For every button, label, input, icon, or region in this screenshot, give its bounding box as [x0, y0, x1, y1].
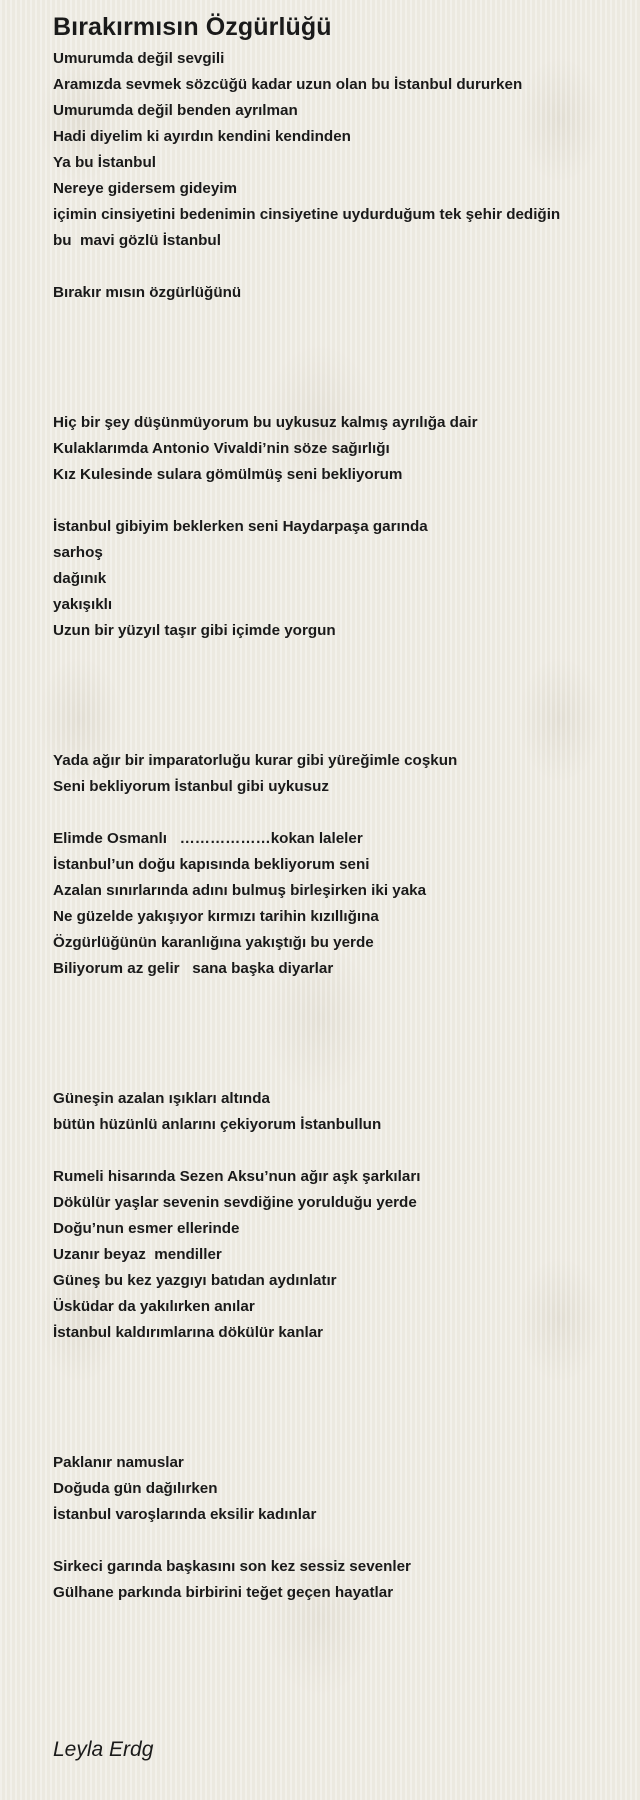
poem-title: Bırakırmısın Özgürlüğü	[53, 13, 332, 41]
poem-line: Özgürlüğünün karanlığına yakıştığı bu yerde	[53, 934, 374, 951]
poem-line: Aramızda sevmek sözcüğü kadar uzun olan bu İstanbul dururken	[53, 76, 523, 93]
poem-line: sarhoş	[53, 544, 103, 561]
poem-line: Ya bu İstanbul	[53, 154, 156, 171]
stanza-10	[53, 1554, 623, 1606]
poem-line: İstanbul gibiyim beklerken seni Haydarpaşa garında	[53, 518, 428, 535]
poem-line: Doğu’nun esmer ellerinde	[53, 1220, 240, 1237]
stanza-gap	[53, 1528, 623, 1554]
poem-author: Leyla Erdg	[53, 1738, 154, 1761]
poem-line: bu mavi gözlü İstanbul	[53, 232, 221, 249]
poem-line: Umurumda değil sevgili	[53, 50, 225, 67]
section-gap	[53, 1346, 623, 1450]
poem-line: Kız Kulesinde sulara gömülmüş seni bekliyorum	[53, 466, 403, 483]
section-gap	[53, 982, 623, 1086]
poem-line: Güneş bu kez yazgıyı batıdan aydınlatır	[53, 1272, 337, 1289]
poem-container	[53, 12, 623, 1606]
stanza-4	[53, 514, 623, 644]
poem-line: dağınık	[53, 570, 107, 587]
poem-line: Paklanır namuslar	[53, 1454, 184, 1471]
stanza-6	[53, 826, 623, 982]
section-gap	[53, 306, 623, 410]
stanza-gap	[53, 800, 623, 826]
poem-line: bütün hüzünlü anlarını çekiyorum İstanbullun	[53, 1116, 382, 1133]
poem-line: Uzanır beyaz mendiller	[53, 1246, 222, 1263]
poem-line: Rumeli hisarında Sezen Aksu’nun ağır aşk şarkıları	[53, 1168, 421, 1185]
poem-line: içimin cinsiyetini bedenimin cinsiyetine uydurduğum tek şehir dediğin	[53, 206, 561, 223]
stanza-7	[53, 1086, 623, 1138]
poem-line: Güneşin azalan ışıkları altında	[53, 1090, 270, 1107]
stanza-gap	[53, 254, 623, 280]
poem-line: Biliyorum az gelir sana başka diyarlar	[53, 960, 334, 977]
stanza-gap	[53, 488, 623, 514]
poem-line: Yada ağır bir imparatorluğu kurar gibi yüreğimle coşkun	[53, 752, 458, 769]
poem-line: İstanbul’un doğu kapısında bekliyorum seni	[53, 856, 370, 873]
poem-line: Ne güzelde yakışıyor kırmızı tarihin kızıllığına	[53, 908, 379, 925]
poem-line: Nereye gidersem gideyim	[53, 180, 238, 197]
poem-line: Elimde Osmanlı ………………kokan laleler	[53, 830, 363, 847]
poem-line: Sirkeci garında başkasını son kez sessiz sevenler	[53, 1558, 411, 1575]
poem-line: Seni bekliyorum İstanbul gibi uykusuz	[53, 778, 329, 795]
poem-line: Gülhane parkında birbirini teğet geçen hayatlar	[53, 1584, 394, 1601]
poem-line: Bırakır mısın özgürlüğünü	[53, 284, 242, 301]
poem-line: İstanbul kaldırımlarına dökülür kanlar	[53, 1324, 324, 1341]
poem-line: Hiç bir şey düşünmüyorum bu uykusuz kalmış ayrılığa dair	[53, 414, 478, 431]
poem-line: Uzun bir yüzyıl taşır gibi içimde yorgun	[53, 622, 336, 639]
poem-line: yakışıklı	[53, 596, 113, 613]
poem-line: İstanbul varoşlarında eksilir kadınlar	[53, 1506, 317, 1523]
stanza-8	[53, 1164, 623, 1346]
poem-line: Umurumda değil benden ayrılman	[53, 102, 298, 119]
stanza-3	[53, 410, 623, 488]
poem-line: Hadi diyelim ki ayırdın kendini kendinden	[53, 128, 351, 145]
stanza-1	[53, 46, 623, 254]
section-gap	[53, 644, 623, 748]
stanza-gap	[53, 1138, 623, 1164]
stanza-2	[53, 280, 623, 306]
poem-line: Kulaklarımda Antonio Vivaldi’nin söze sağırlığı	[53, 440, 390, 457]
poem-line: Üsküdar da yakılırken anılar	[53, 1298, 255, 1315]
poem-line: Dökülür yaşlar sevenin sevdiğine yorulduğu yerde	[53, 1194, 417, 1211]
stanza-5	[53, 748, 623, 800]
poem-line: Doğuda gün dağılırken	[53, 1480, 218, 1497]
stanza-9	[53, 1450, 623, 1528]
poem-line: Azalan sınırlarında adını bulmuş birleşirken iki yaka	[53, 882, 427, 899]
